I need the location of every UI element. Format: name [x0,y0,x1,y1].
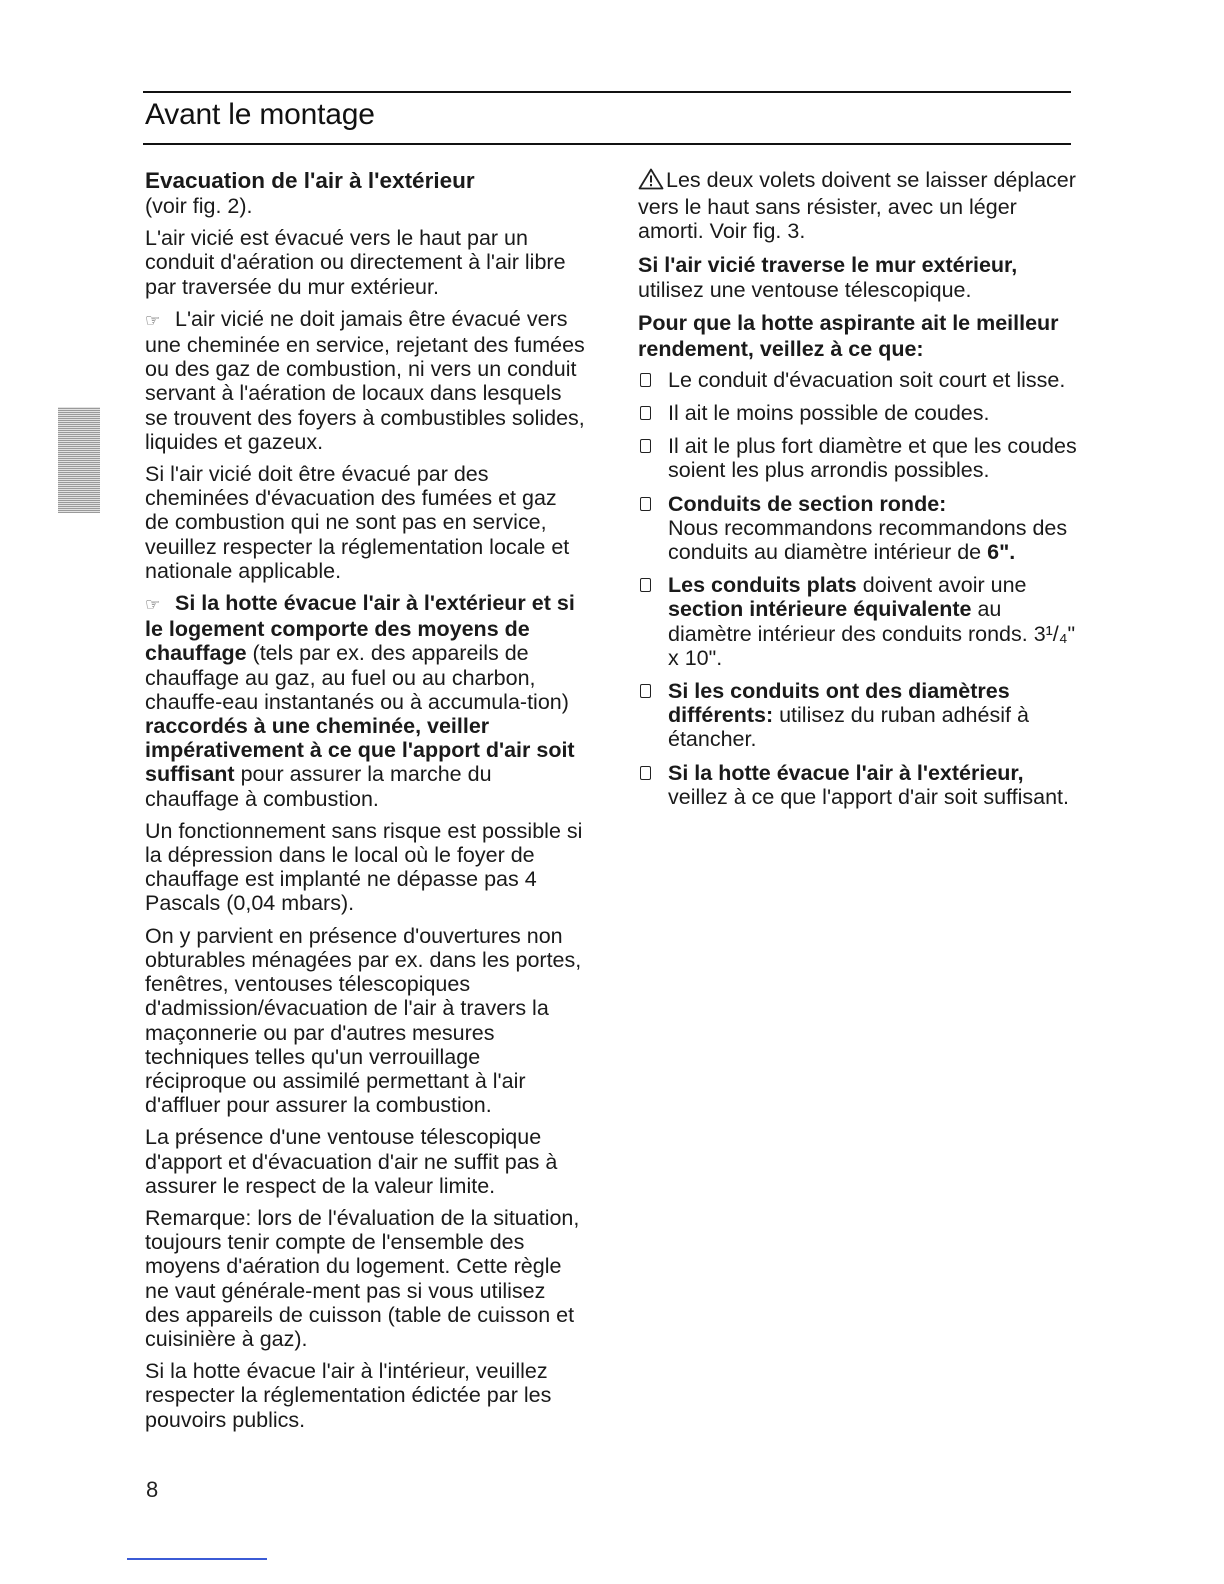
note-2 [145,591,585,811]
page-number: 8 [146,1477,159,1502]
checkbox-bullet-icon [640,406,651,420]
paragraph-2: Si l'air vicié doit être évacué par des cheminées d'évacuation des fumées et gaz de combustion qui ne sont pas en service, veuillez respecter la réglementation locale et nationale applicable. [145,462,570,583]
paragraph-3: Un fonctionnement sans risque est possible si la dépression dans le local où le foyer de chauffage est implanté ne dépasse pas 4 Pascals (0,04 mbars). [145,818,583,916]
paragraph-1: L'air vicié est évacué vers le haut par un conduit d'aération ou directement à l'air libre par traversée du mur extérieur. [145,226,566,299]
performance-heading: Pour que la hotte aspirante ait le meilleur rendement, veillez à ce que: [638,310,1059,361]
note-2-bold-1: Si la hotte évacue l'air à l'extérieur et si le logement comporte des moyens de chauffage [145,591,575,666]
pointing-hand-icon: ☞ [145,595,160,615]
thumb-index-tab [58,407,100,513]
see-fig-ref: (voir fig. 2). [145,194,253,218]
checkbox-bullet-icon [640,578,651,592]
list-item: Si la hotte évacue l'air à l'extérieur, veillez à ce que l'apport d'air soit suffisant. [638,761,1078,809]
note-2-text-1: (tels par ex. des appareils de chauffage au gaz, au fuel ou au charbon, chauffe-eau instantanés ou à accumula-tion) [145,641,569,714]
list-item: Conduits de section ronde: Nous recommandons recommandons des conduits au diamètre intérieur de 6". [638,492,1078,565]
note-1-text: L'air vicié ne doit jamais être évacué vers une cheminée en service, rejetant des fumées ou des gaz de combustion, ni vers un conduit servant à l'aération de locaux dans lesquels se trouvent des foyers à combustibles solides, liquides et gazeux. [145,306,585,454]
warning-note [638,168,1078,244]
left-heading: Evacuation de l'air à l'extérieur [145,168,475,193]
warning-text: Les deux volets doivent se laisser déplacer vers le haut sans résister, avec un léger amorti. Voir fig. 3. [638,168,1076,244]
checkbox-bullet-icon [640,439,651,453]
header-rule-bottom [143,143,1071,145]
checkbox-bullet-icon [640,497,651,511]
warning-triangle-icon [638,168,664,195]
paragraph-4: On y parvient en présence d'ouvertures non obturables ménagées par ex. dans les portes, fenêtres, ventouses télescopiques d'admission/évacuation de l'air à travers la maçonnerie ou par d'autres mesures techniques telles qu'un verrouillage réciproque ou assimilé permettant à l'air d'affluer pour assurer la combustion. [145,923,582,1118]
list-item: Il ait le moins possible de coudes. [638,401,1078,425]
checkbox-bullet-icon [640,373,651,387]
list-item: Les conduits plats doivent avoir une section intérieure équivalente au diamètre intérieur des conduits ronds. 3¹/₄" x 10". [638,573,1078,670]
checkbox-bullet-icon [640,684,651,698]
pointing-hand-icon: ☞ [145,310,160,330]
note-1 [145,307,585,454]
right-column [638,168,1078,818]
left-column [145,168,585,1440]
wall-heading: Si l'air vicié traverse le mur extérieur, [638,252,1018,277]
list-item: Il ait le plus fort diamètre et que les coudes soient les plus arrondis possibles. [638,434,1078,482]
footer-line [127,1558,267,1560]
paragraph-6: Remarque: lors de l'évaluation de la situation, toujours tenir compte de l'ensemble des moyens d'aération du logement. Cette règle ne vaut générale-ment pas si vous utilisez des appareils de cuisson (table de cuisson et cuisinière à gaz). [145,1205,580,1351]
paragraph-5: La présence d'une ventouse télescopique d'apport et d'évacuation d'air ne suffit pas à assurer le respect de la valeur limite. [145,1125,558,1198]
wall-text: utilisez une ventouse télescopique. [638,277,972,302]
paragraph-7: Si la hotte évacue l'air à l'intérieur, veuillez respecter la réglementation édictée par les pouvoirs publics. [145,1359,552,1432]
list-item: Si les conduits ont des diamètres différents: utilisez du ruban adhésif à étancher. [638,679,1078,752]
section-title: Avant le montage [145,98,375,131]
checkbox-bullet-icon [640,766,651,780]
note-2-bold-2: raccordés à une cheminée, veiller impérativement à ce que l'apport d'air soit suffisant [145,714,575,787]
checklist [638,368,1078,809]
note-2-text-2: pour assurer la marche du chauffage à combustion. [145,762,492,811]
header-rule-top [143,91,1071,93]
list-item: Le conduit d'évacuation soit court et lisse. [638,368,1078,392]
